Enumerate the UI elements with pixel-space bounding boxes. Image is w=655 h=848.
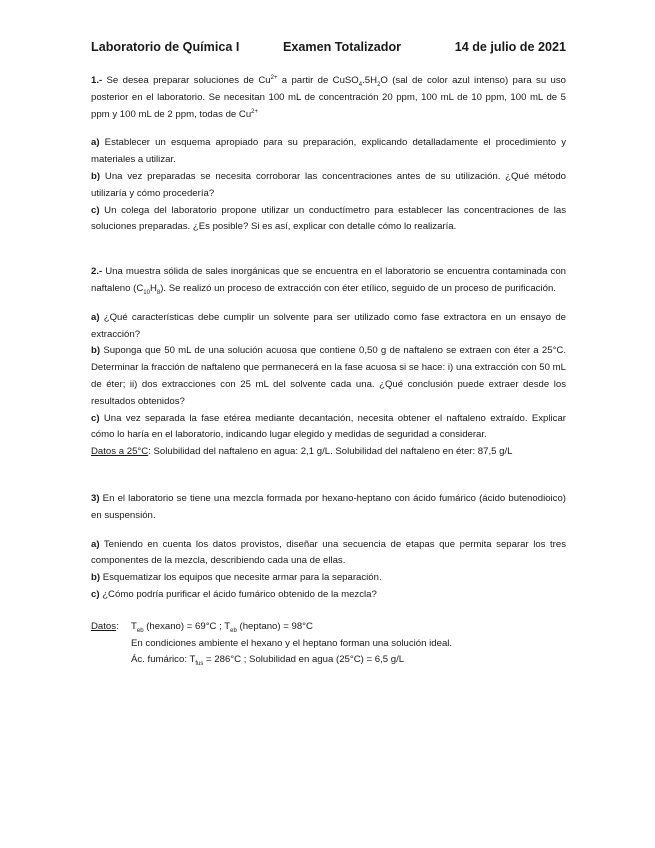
question-3b: b) Esquematizar los equipos que necesite armar para la separación.	[91, 572, 382, 584]
question-2-intro: 2.- Una muestra sólida de sales inorgánicas que se encuentra en el laboratorio se encuentra contaminada con naftaleno $(C_{10}H_8)$. Se realizó un proceso de extracción con éter etílico, seguido de un proceso de purificación.	[91, 266, 566, 296]
question-1a: a) Establecer un esquema apropiado para su preparación, explicando detalladamente el procedimiento y materiales a utilizar.	[91, 137, 566, 166]
question-2-number: 2.-	[91, 266, 103, 278]
exam-title: Examen Totalizador	[283, 40, 402, 54]
question-3-intro: 3) En el laboratorio se tiene una mezcla formada por hexano-heptano con ácido fumárico (ácido butenodioico) en suspensión.	[91, 492, 566, 521]
exam-date: 14 de julio de 2021	[454, 40, 566, 54]
course-title: Laboratorio de Química I	[91, 40, 240, 54]
question-3-number: 3)	[91, 492, 100, 504]
question-3a: a) Teniendo en cuenta los datos provistos, diseñar una secuencia de etapas que permita separar los tres componentes de la mezcla, describiendo cada una de ellas.	[91, 538, 566, 567]
question-2-data: Datos a 25°C: Solubilidad del naftaleno en agua: 2,1 g/L. Solubilidad del naftaleno en éter: 87,5 g/L	[91, 446, 513, 458]
question-3-data-line-3: Ác. fumárico: $T_{fus} = 286^\circ C$ ; Solubilidad en agua (25°C) = 6,5 g/L	[131, 654, 405, 668]
question-1c: c) Un colega del laboratorio propone utilizar un conductímetro para establecer las concentraciones de las soluciones preparadas. ¿Es posible? Si es así, explicar con detalle cómo lo realizaría.	[91, 204, 566, 233]
question-1-intro: 1.- Se desea preparar soluciones de $Cu^{2+}$ a partir de $CuSO_4.5H_2O$ (sal de color azul intenso) para su uso posterior en el laboratorio. Se necesitan 100 mL de concentración 20 ppm, 100 mL de 10 ppm, 100 mL de 5 ppm y 100 mL de 2 ppm, todas de $Cu^{2+}$	[91, 74, 566, 120]
question-3-data-line-1: Datos: $T_{eb}$ (hexano) = 69°C ; $T_{eb}$ (heptano) = 98°C	[91, 620, 313, 634]
exam-body	[91, 73, 566, 669]
question-1-number: 1.-	[91, 75, 103, 86]
exam-header	[91, 40, 566, 56]
question-3-data-label: Datos	[91, 620, 117, 632]
question-1b: b) Una vez preparadas se necesita corroborar las concentraciones antes de su utilización. ¿Qué método utilizaría y cómo procedería?	[91, 170, 566, 199]
question-2b: b) Suponga que 50 mL de una solución acuosa que contiene 0,50 g de naftaleno se extraen con éter a 25°C. Determinar la fracción de naftaleno que permanecerá en la fase acuosa si se hace: i) una extracción con 50 mL de éter; ii) dos extracciones con 25 mL del solvente cada una. ¿Qué conclusión puede extraer desde los resultados obtenidos?	[91, 345, 566, 407]
question-2c: c) Una vez separada la fase etérea mediante decantación, necesita obtener el naftaleno extraído. Explicar cómo lo haría en el laboratorio, indicando lugar elegido y medidas de seguridad a considerar.	[91, 412, 566, 441]
question-3c: c) ¿Cómo podría purificar el ácido fumárico obtenido de la mezcla?	[91, 588, 377, 600]
question-3-data-line-2: En condiciones ambiente el hexano y el heptano forman una solución ideal.	[131, 637, 453, 649]
question-2a: a) ¿Qué características debe cumplir un solvente para ser utilizado como fase extractora en un ensayo de extracción?	[91, 311, 566, 340]
